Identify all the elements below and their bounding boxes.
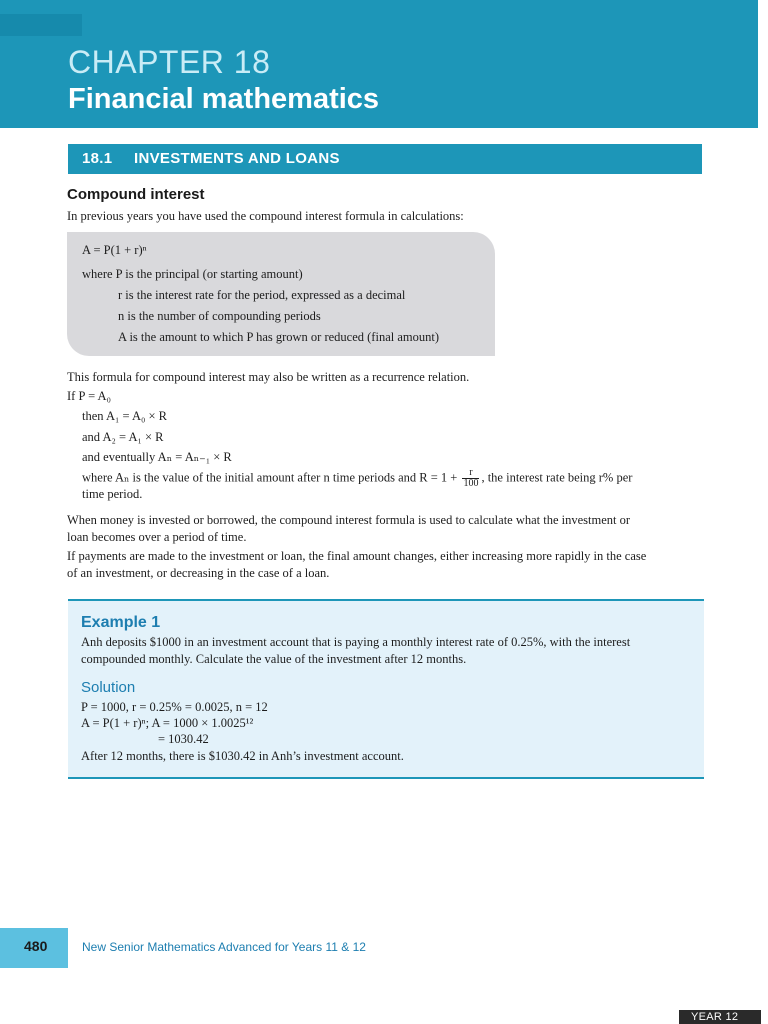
- r-over-100-fraction: [462, 468, 479, 489]
- paragraph-2-line-2: of an investment, or decreasing in the case of a loan.: [67, 566, 330, 580]
- solution-line-2: A = P(1 + r)ⁿ; A = 1000 × 1.0025¹²: [81, 716, 254, 730]
- recurrence-then: then A₁ = A₀ × R: [82, 409, 167, 423]
- definition-p: where P is the principal (or starting amount): [82, 267, 303, 281]
- example-heading: Example 1: [81, 614, 161, 631]
- example-text-line-1: Anh deposits $1000 in an investment account that is paying a monthly interest rate of 0.25%, with the interest: [81, 635, 631, 649]
- solution-heading: Solution: [81, 679, 136, 696]
- fraction-denominator: 100: [463, 478, 479, 489]
- year-label: YEAR 12: [691, 1011, 739, 1023]
- paragraph-1-line-2: loan becomes over a period of time.: [67, 530, 247, 544]
- section-title: INVESTMENTS AND LOANS: [134, 150, 340, 167]
- formula: A = P(1 + r)ⁿ: [82, 243, 147, 257]
- recurrence-where-a: where Aₙ is the value of the initial amount after n time periods and R = 1 +: [82, 470, 458, 485]
- paragraph-1-line-1: When money is invested or borrowed, the compound interest formula is used to calculate what the investment or: [67, 513, 631, 527]
- compound-interest-heading: Compound interest: [67, 186, 205, 203]
- definition-r: r is the interest rate for the period, expressed as a decimal: [118, 288, 406, 302]
- book-title: New Senior Mathematics Advanced for Years 11 & 12: [82, 940, 366, 954]
- chapter-banner: [0, 0, 758, 128]
- recurrence-where: [82, 468, 632, 489]
- paragraph-2-line-1: If payments are made to the investment or loan, the final amount changes, either increasing more rapidly in the case: [67, 549, 647, 563]
- fraction-numerator: r: [462, 468, 479, 479]
- recurrence-and: and A₂ = A₁ × R: [82, 430, 164, 444]
- recurrence-intro: This formula for compound interest may also be written as a recurrence relation.: [67, 370, 470, 384]
- chapter-label: CHAPTER 18: [68, 44, 271, 80]
- recurrence-where-b: , the interest rate being r% per: [481, 470, 633, 485]
- recurrence-where-c: time period.: [82, 487, 143, 501]
- example-text-line-2: compounded monthly. Calculate the value of the investment after 12 months.: [81, 652, 467, 666]
- page-number-box: [0, 928, 68, 968]
- definition-a: A is the amount to which P has grown or reduced (final amount): [118, 330, 439, 344]
- page-number: 480: [24, 938, 48, 954]
- banner-tab: [0, 14, 82, 36]
- solution-conclusion: After 12 months, there is $1030.42 in Anh’s investment account.: [81, 749, 404, 763]
- definition-n: n is the number of compounding periods: [118, 309, 321, 323]
- solution-line-1: P = 1000, r = 0.25% = 0.0025, n = 12: [81, 700, 268, 714]
- solution-line-3: = 1030.42: [158, 732, 209, 746]
- chapter-title: Financial mathematics: [68, 83, 380, 115]
- recurrence-eventually: and eventually Aₙ = Aₙ₋₁ × R: [82, 450, 232, 464]
- year-tab: [679, 1010, 761, 1024]
- section-bar: [68, 144, 702, 174]
- recurrence-if: If P = A₀: [67, 389, 111, 403]
- intro-text: In previous years you have used the compound interest formula in calculations:: [67, 209, 464, 223]
- section-number: 18.1: [82, 150, 113, 167]
